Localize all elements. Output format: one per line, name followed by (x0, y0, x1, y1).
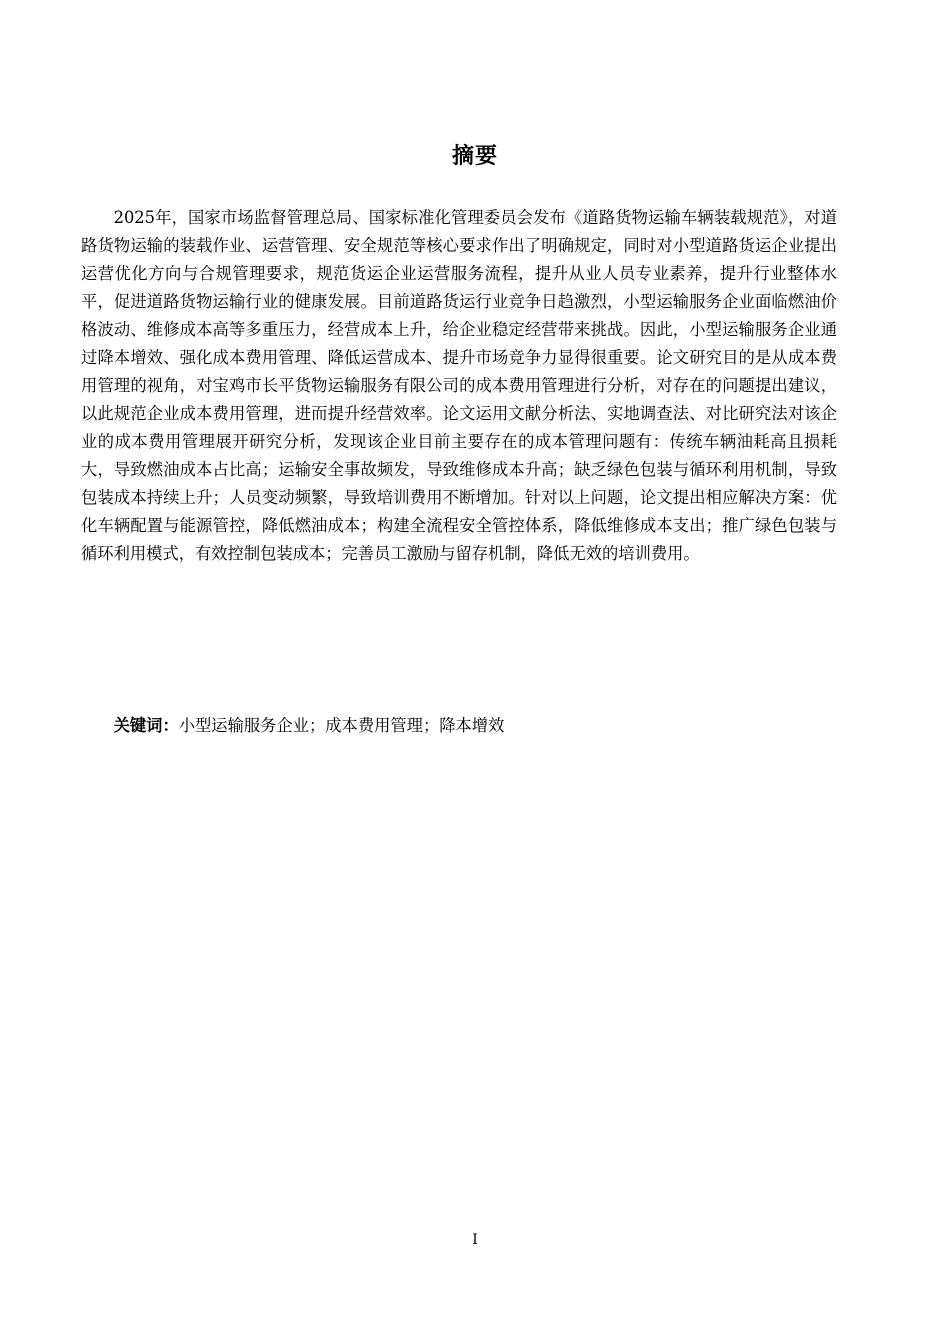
keywords-label: 关键词： (113, 716, 179, 735)
page-title: 摘要 (451, 144, 498, 169)
page-number: I (472, 1232, 478, 1248)
keywords-line (81, 712, 837, 740)
abstract-paragraph: 2025年，国家市场监督管理总局、国家标准化管理委员会发布《道路货物运输车辆装载规范》，对道路货物运输的装载作业、运营管理、安全规范等核心要求作出了明确规定，同时对小型道路货运企业提出运营优化方向与合规管理要求，规范货运企业运营服务流程，提升从业人员专业素养，提升行业整体水平，促进道路货物运输行业的健康发展。目前道路货运行业竞争日趋激烈，小型运输服务企业面临燃油价格波动、维修成本高等多重压力，经营成本上升，给企业稳定经营带来挑战。因此，小型运输服务企业通过降本增效、强化成本费用管理、降低运营成本、提升市场竞争力显得很重要。论文研究目的是从成本费用管理的视角，对宝鸡市长平货物运输服务有限公司的成本费用管理进行分析，对存在的问题提出建议，以此规范企业成本费用管理，进而提升经营效率。论文运用文献分析法、实地调查法、对比研究法对该企业的成本费用管理展开研究分析，发现该企业目前主要存在的成本管理问题有：传统车辆油耗高且损耗大，导致燃油成本占比高；运输安全事故频发，导致维修成本升高；缺乏绿色包装与循环利用机制，导致包装成本持续上升；人员变动频繁，导致培训费用不断增加。针对以上问题，论文提出相应解决方案：优化车辆配置与能源管控，降低燃油成本；构建全流程安全管控体系，降低维修成本支出；推广绿色包装与循环利用模式，有效控制包装成本；完善员工激励与留存机制，降低无效的培训费用。 (81, 208, 837, 563)
keywords-text: 小型运输服务企业；成本费用管理；降本增效 (178, 716, 505, 735)
